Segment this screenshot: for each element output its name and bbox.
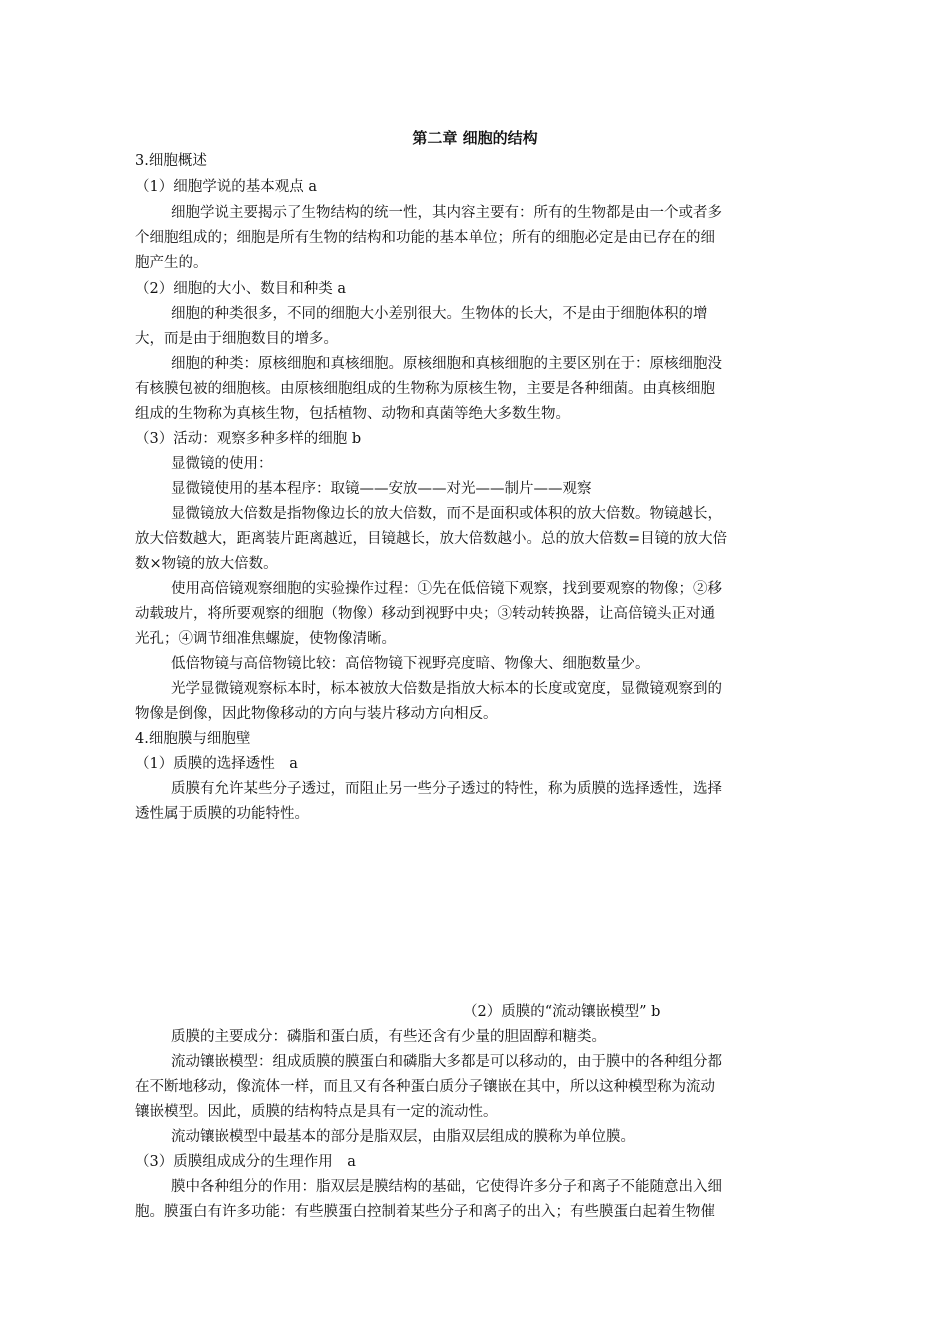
subsection-heading: （3）活动：观察多种多样的细胞 b [135, 431, 362, 447]
paragraph-line: 细胞的种类：原核细胞和真核细胞。原核细胞和真核细胞的主要区别在于：原核细胞没 [171, 356, 722, 372]
paragraph-line: 流动镶嵌模型中最基本的部分是脂双层，由脂双层组成的膜称为单位膜。 [171, 1129, 635, 1145]
paragraph-line: 动载玻片，将所要观察的细胞（物像）移动到视野中央；③转动转换器，让高倍镜头正对通 [135, 606, 715, 622]
paragraph-line: 显微镜放大倍数是指物像边长的放大倍数，而不是面积或体积的放大倍数。物镜越长， [171, 506, 722, 522]
paragraph-line: 质膜的主要成分：磷脂和蛋白质，有些还含有少量的胆固醇和糖类。 [171, 1029, 606, 1045]
paragraph-line: 显微镜的使用： [171, 456, 273, 472]
paragraph-line: 放大倍数越大，距离装片距离越近，目镜越长，放大倍数越小。总的放大倍数=目镜的放大倍 [135, 531, 728, 547]
chapter-title: 第二章 细胞的结构 [412, 129, 538, 147]
paragraph-line: 使用高倍镜观察细胞的实验操作过程：①先在低倍镜下观察，找到要观察的物像；②移 [171, 581, 722, 597]
paragraph-line: 光孔；④调节细准焦螺旋，使物像清晰。 [135, 631, 396, 647]
paragraph-line: 膜中各种组分的作用：脂双层是膜结构的基础，它使得许多分子和离子不能随意出入细 [171, 1179, 722, 1195]
subsection-heading: （1）细胞学说的基本观点 a [135, 179, 317, 195]
paragraph-line: 物像是倒像，因此物像移动的方向与装片移动方向相反。 [135, 706, 498, 722]
paragraph-line: 流动镶嵌模型：组成质膜的膜蛋白和磷脂大多都是可以移动的，由于膜中的各种组分都 [171, 1054, 722, 1070]
subsection-heading: （1）质膜的选择透性 a [135, 756, 298, 772]
paragraph-line: 镶嵌模型。因此，质膜的结构特点是具有一定的流动性。 [135, 1104, 498, 1120]
section-heading: 3.细胞概述 [135, 153, 207, 169]
paragraph-line: 质膜有允许某些分子透过，而阻止另一些分子透过的特性，称为质膜的选择透性，选择 [171, 781, 722, 797]
paragraph-line: 胞。膜蛋白有许多功能：有些膜蛋白控制着某些分子和离子的出入；有些膜蛋白起着生物催 [135, 1204, 715, 1220]
paragraph-line: 有核膜包被的细胞核。由原核细胞组成的生物称为原核生物，主要是各种细菌。由真核细胞 [135, 381, 715, 397]
subsection-heading: （3）质膜组成成分的生理作用 a [135, 1154, 356, 1170]
paragraph-line: 光学显微镜观察标本时，标本被放大倍数是指放大标本的长度或宽度，显微镜观察到的 [171, 681, 722, 697]
paragraph-line: 细胞学说主要揭示了生物结构的统一性，其内容主要有：所有的生物都是由一个或者多 [171, 205, 722, 221]
paragraph-line: 细胞的种类很多，不同的细胞大小差别很大。生物体的长大，不是由于细胞体积的增 [171, 306, 708, 322]
paragraph-line: 个细胞组成的；细胞是所有生物的结构和功能的基本单位；所有的细胞必定是由已存在的细 [135, 230, 715, 246]
paragraph-line: 透性属于质膜的功能特性。 [135, 806, 309, 822]
paragraph-line: 胞产生的。 [135, 255, 208, 271]
paragraph-line: 组成的生物称为真核生物，包括植物、动物和真菌等绝大多数生物。 [135, 406, 570, 422]
subsection-heading: （2）质膜的“流动镶嵌模型” b [463, 1004, 661, 1020]
paragraph-line: 大，而是由于细胞数目的增多。 [135, 331, 338, 347]
paragraph-line: 数×物镜的放大倍数。 [135, 556, 278, 572]
section-heading: 4.细胞膜与细胞壁 [135, 731, 251, 747]
paragraph-line: 在不断地移动，像流体一样，而且又有各种蛋白质分子镶嵌在其中，所以这种模型称为流动 [135, 1079, 715, 1095]
subsection-heading: （2）细胞的大小、数目和种类 a [135, 281, 346, 297]
paragraph-line: 显微镜使用的基本程序：取镜——安放——对光——制片——观察 [171, 481, 592, 497]
paragraph-line: 低倍物镜与高倍物镜比较：高倍物镜下视野亮度暗、物像大、细胞数量少。 [171, 656, 650, 672]
